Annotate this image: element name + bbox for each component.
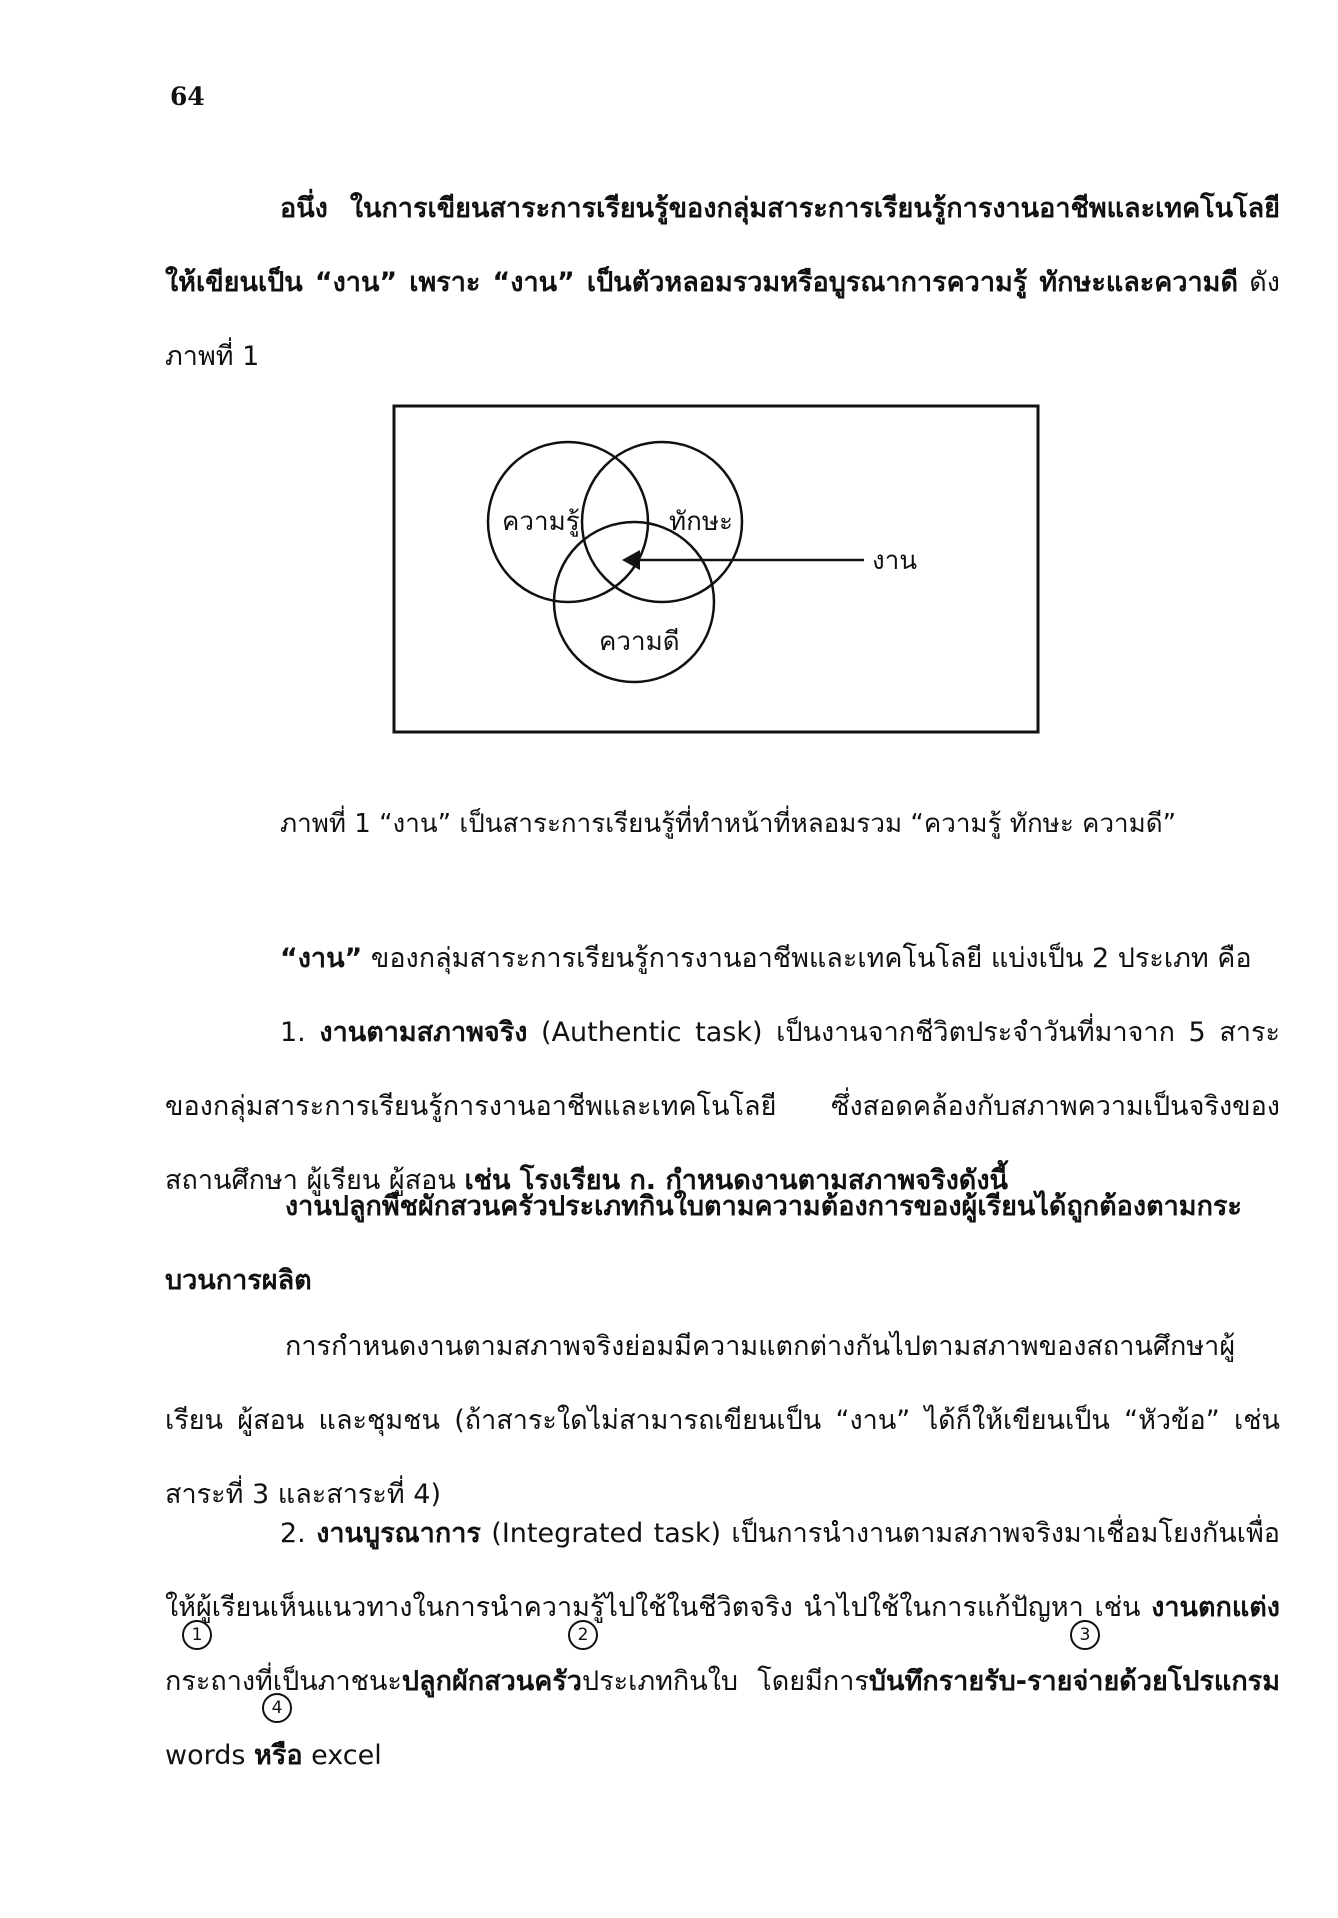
item-2-title: งานบูรณาการ — [316, 1518, 481, 1549]
item-2-number: 2. — [280, 1518, 317, 1549]
item-2-text-4: words — [165, 1740, 255, 1771]
venn-diagram — [392, 404, 1040, 734]
example-task: งานปลูกพืชผักสวนครัวประเภทกินใบตามความต้องการของผู้เรียนได้ถูกต้องตามกระบวนการผลิต — [165, 1191, 1242, 1296]
intro-text: อนึ่ง ในการเขียนสาระการเรียนรู้ของกลุ่มสาระการเรียนรู้การงานอาชีพและเทคโนโลยีให้เขียนเป็น “งาน” เพราะ “งาน” เป็นตัวหลอมรวมหรือบูรณาการ — [165, 193, 1280, 298]
intro-bold-terms: ความรู้ ทักษะและความดี — [946, 267, 1238, 298]
virtue-label: ความดี — [599, 627, 680, 657]
page-number: 64 — [170, 82, 205, 111]
circled-marker-3: 3 — [1070, 1620, 1100, 1650]
figure-caption: ภาพที่ 1 “งาน” เป็นสาระการเรียนรู้ที่ทำหน้าที่หลอมรวม “ความรู้ ทักษะ ความดี” — [280, 809, 1177, 839]
item-1-title: งานตามสภาพจริง — [319, 1017, 528, 1048]
intro-paragraph — [165, 172, 1280, 394]
item-1-number: 1. — [280, 1017, 320, 1048]
circled-marker-2: 2 — [568, 1620, 598, 1650]
item-2-bold-1: งานตกแต่ง — [1151, 1592, 1280, 1623]
work-types-paragraph — [165, 922, 1280, 996]
item-2-bold-4: หรือ — [254, 1740, 303, 1771]
pointer-arrowhead — [622, 550, 640, 570]
circled-marker-4: 4 — [262, 1693, 292, 1723]
item-2-paragraph — [165, 1497, 1280, 1793]
note-paragraph: การกำหนดงานตามสภาพจริงย่อมมีความแตกต่างกันไปตามสภาพของสถานศึกษาผู้เรียน ผู้สอน และชุมชน (ถ้าสาระใดไม่สามารถเขียนเป็น “งาน” ได้ก็ให้เขียนเป็น “หัวข้อ” เช่น สาระที่ 3 และสาระที่ 4) — [165, 1331, 1280, 1510]
item-1-example: เช่น โรงเรียน ก. กำหนดงานตามสภาพจริงดังนี้ — [464, 1165, 1008, 1196]
item-2-text-5: excel — [302, 1740, 382, 1771]
item-1-text: (Authentic task) เป็นงานจากชีวิตประจำวันที่มาจาก 5 สาระของกลุ่มสาระการเรียนรู้การงานอาชีพและเทคโนโลยี ซึ่งสอดคล้องกับสภาพความเป็นจริงของสถานศึกษา ผู้เรียน ผู้สอน — [165, 1017, 1280, 1196]
item-2-text-3: ประเภทกินใบ โดยมีการ — [581, 1666, 869, 1697]
diagram-frame — [394, 406, 1038, 732]
item-2-text: (Integrated task) เป็นการนำงานตามสภาพจริงมาเชื่อมโยงกันเพื่อให้ผู้เรียนเห็นแนวทางในการนำความรู้ไปใช้ในชีวิตจริง นำไปใช้ในการแก้ปัญหา เช่น — [165, 1518, 1280, 1623]
item-2-bold-3: บันทึกรายรับ-รายจ่ายด้วยโปรแกรม — [868, 1666, 1280, 1697]
item-2-text-2: กระถางที่เป็นภาชนะ — [165, 1666, 402, 1697]
work-types-text: ของกลุ่มสาระการเรียนรู้การงานอาชีพและเทคโนโลยี แบ่งเป็น 2 ประเภท คือ — [362, 943, 1252, 974]
circled-marker-1: 1 — [182, 1620, 212, 1650]
skill-label: ทักษะ — [669, 507, 733, 537]
work-label: งาน — [872, 546, 918, 576]
intro-figure-ref: ดังภาพที่ 1 — [165, 267, 1280, 372]
work-term: “งาน” — [280, 943, 363, 974]
item-2-bold-2: ปลูกผักสวนครัว — [401, 1666, 582, 1697]
knowledge-label: ความรู้ — [502, 507, 580, 537]
